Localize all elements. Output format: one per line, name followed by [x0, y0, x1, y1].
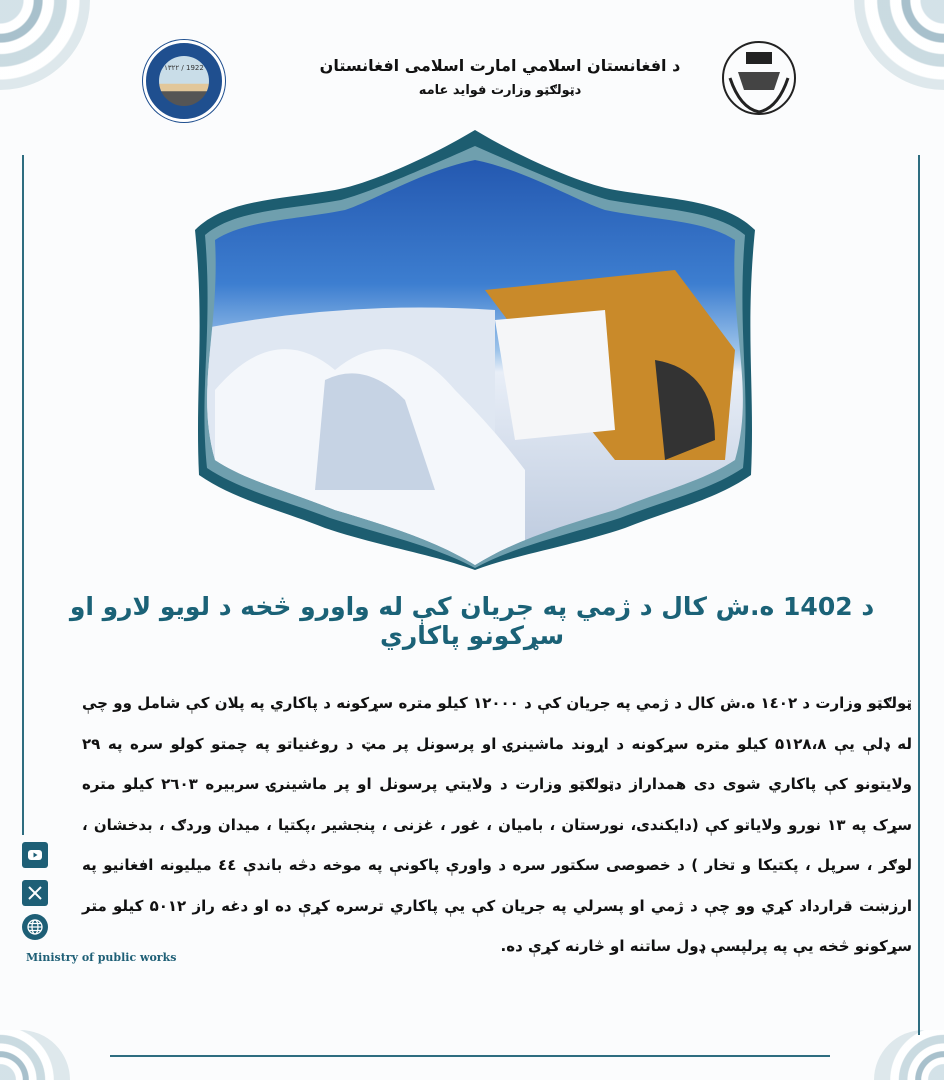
header-line1: د افغانستان اسلامي امارت اسلامی افغانستان — [319, 56, 681, 75]
logo-year: ۱۳۲۲ / 1922 — [164, 64, 204, 72]
corner-ornament-bottom-left — [0, 1030, 70, 1080]
corner-ornament-bottom-right — [874, 1030, 944, 1080]
frame-bottom — [110, 1055, 830, 1057]
post-title: د 1402 ه.ش کال د ژمي په جریان کې له واورو څخه د لویو لارو او سړکونو پاکاري — [69, 592, 875, 650]
emirate-emblem — [716, 38, 802, 118]
corner-ornament-top-right — [854, 0, 944, 90]
header — [300, 56, 700, 98]
ministry-name: Ministry of public works — [26, 951, 177, 964]
youtube-icon[interactable] — [22, 842, 48, 868]
post-body: ټولګټو وزارت د ۱٤٠۲ ه.ش کال د ژمي په جریان کې د ۱۲۰۰۰ کیلو متره سړکونه د پاکاري په پلان کې شامل وو چې له ډلې یې ۵۱۲۸،۸ کیلو متره سړکونه د اړوند ماشینرۍ او پرسونل پر مټ د روغنیاتو په چمتو کولو سره په ۲۹ ولایتونو کې پاکاري شوی دی همداراز دټولګټو وزارت د ولایتي پرسونل او پر ماشینرۍ سربیره ۲٦۰۳ کیلو متره سړک په ۱۳ نورو ولایاتو کې (دایکندی، نورستان ، بامیان ، غور ، غزنی ، پنجشیر ،پکتیا ، میدان وردګ ، بدخشان ، لوګر ، سرپل ، پکتیکا و تخار ) د خصوصی سکتور سره د واورې پاکونې په موخه دڅه باندې ٤٤ میلیونه افغانیو په ارزښت قرارداد کړي وو چې د ژمي او پسرلي په جریان کې یې پاکاري ترسره کړې ده او دغه راز ۵۰۱۲ کیلو متر سړکونو څخه یې په پرلپسې ډول ساتنه او څارنه کړې ده. — [82, 694, 913, 955]
frame-right — [918, 155, 920, 1035]
corner-ornament-top-left — [0, 0, 90, 90]
ministry-logo — [143, 40, 225, 122]
featured-photo — [195, 130, 755, 570]
header-line2: دټولګټو وزارت فواید عامه — [418, 83, 582, 98]
x-icon[interactable] — [22, 880, 48, 906]
frame-left — [22, 155, 24, 835]
globe-icon[interactable] — [22, 914, 48, 940]
